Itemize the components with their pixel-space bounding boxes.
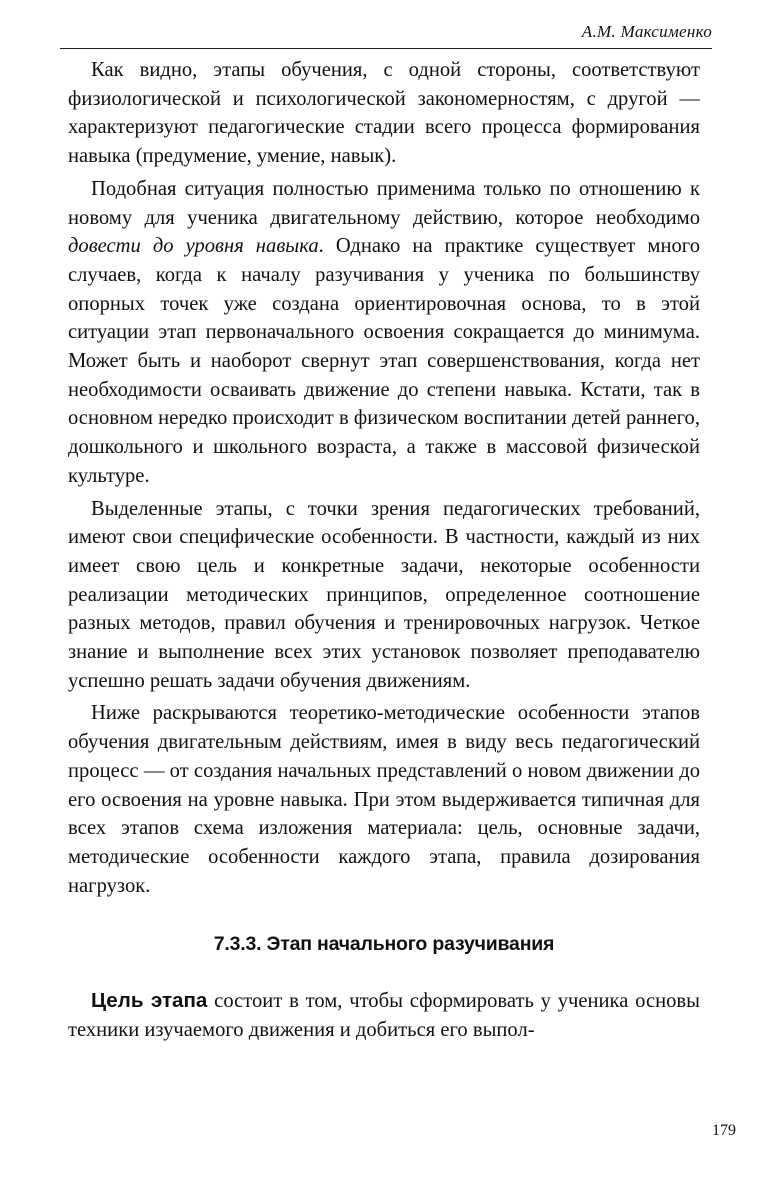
running-head: А.М. Максименко [581,22,712,41]
body-text [68,56,700,1049]
paragraph-2 [68,175,700,491]
paragraph-5-text: состоит в том, чтобы сформировать у ученика основы техники изучаемого движения и добиться его выпол- [68,990,700,1041]
paragraph-2-part-1: Подобная ситуация полностью применима только по отношению к новому для ученика двигательному действию, которое необходимо [68,177,700,229]
paragraph-3: Выделенные этапы, с точки зрения педагогических требований, имеют свои специфические особенности. В частности, каждый из них имеет свою цель и конкретные задачи, некоторые особенности реализации методических принципов, определенное соотношение разных методов, правил обучения и тренировочных нагрузок. Четкое знание и выполнение всех этих установок позволяет преподавателю успешно решать задачи обучения движениям. [68,497,700,692]
page-number: 179 [712,1122,736,1139]
paragraph-5 [68,987,700,1044]
paragraph-2-part-2: . Однако на практике существует много случаев, когда к началу разучивания у ученика по большинству опорных точек уже создана ориентировочная основа, то в этой ситуации этап первоначального освоения сокращается до минимума. Может быть и наоборот свернут этап совершенствования, когда нет необходимости осваивать движение до степени навыка. Кстати, так в основном нередко происходит в физическом воспитании детей раннего, дошкольного и школьного возраста, а также в массовой физической культуре. [68,235,700,487]
paragraph-1: Как видно, этапы обучения, с одной стороны, соответствуют физиологической и психологической закономерностям, с другой — характеризуют педагогические стадии всего процесса формирования навыка (предумение, умение, навык). [68,59,700,168]
lead-term: Цель этапа [91,989,208,1013]
emphasis-phrase: довести до уровня навыка [68,235,319,258]
header-rule [60,48,712,49]
section-title: 7.3.3. Этап начального разучивания [213,933,555,956]
paragraph-4: Ниже раскрываются теоретико-методические особенности этапов обучения двигательным действиям, имея в виду весь педагогический процесс — от создания начальных представлений о новом движении до его освоения на уровне навыка. При этом выдерживается типичная для всех этапов схема изложения материала: цель, основные задачи, методические особенности каждого этапа, правила дозирования нагрузок. [68,702,700,897]
